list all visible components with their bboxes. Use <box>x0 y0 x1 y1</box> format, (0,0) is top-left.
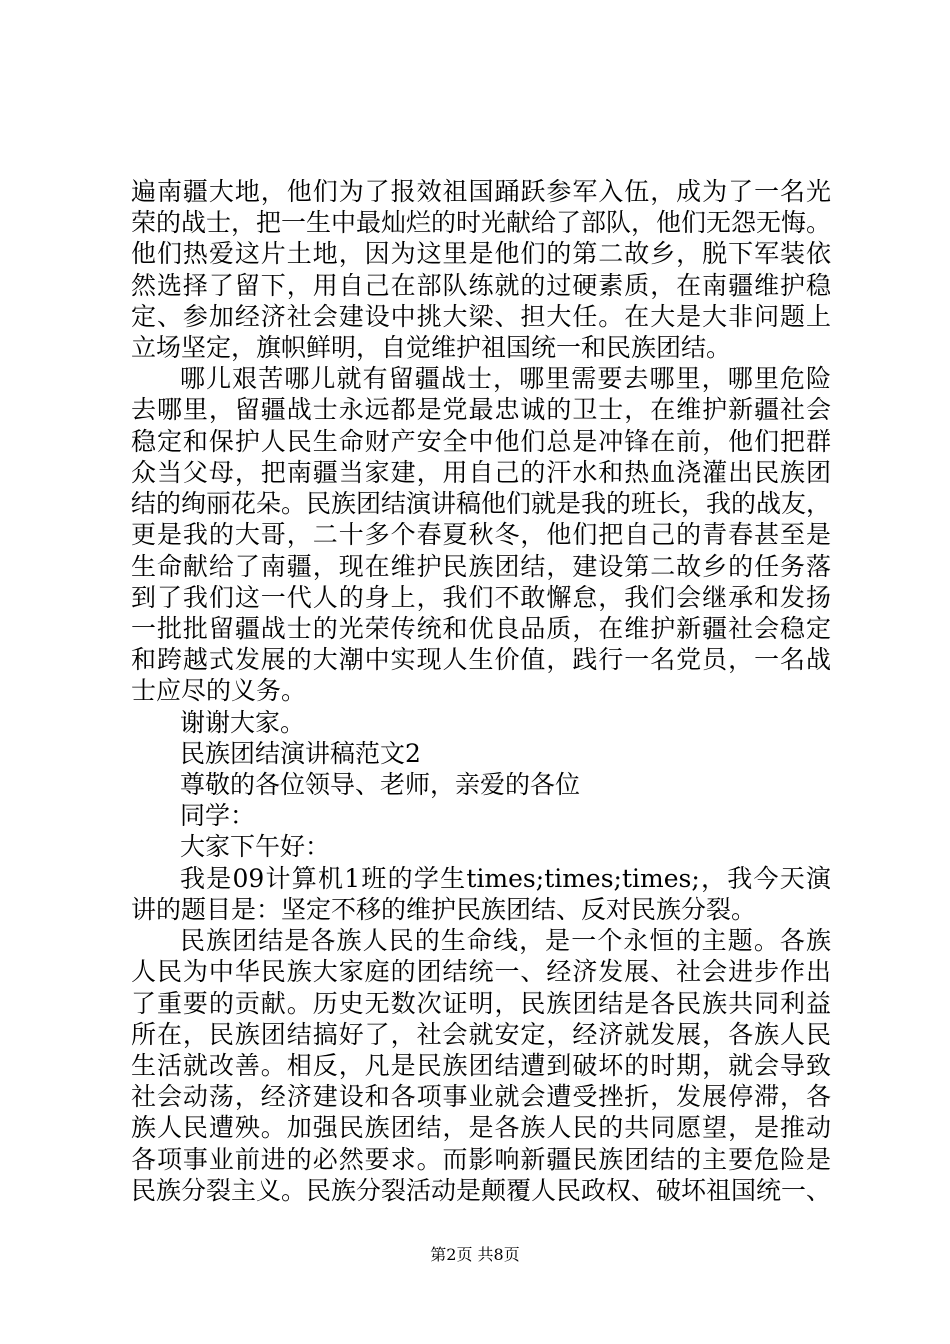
page-footer: 第2页 共8页 <box>430 1245 520 1264</box>
text-line: 哪儿艰苦哪儿就有留疆战士，哪里需要去哪里，哪里危险 <box>180 364 831 393</box>
text-line: 定、参加经济社会建设中挑大梁、担大任。在大是大非问题上 <box>131 302 831 331</box>
text-line: 了重要的贡献。历史无数次证明，民族团结是各民族共同利益 <box>131 989 831 1018</box>
text-line: 士应尽的义务。 <box>131 676 307 705</box>
text-line: 更是我的大哥，二十多个春夏秋冬，他们把自己的青春甚至是 <box>131 520 831 549</box>
text-line: 人民为中华民族大家庭的团结统一、经济发展、社会进步作出 <box>131 957 831 986</box>
text-line: 遍南疆大地，他们为了报效祖国踊跃参军入伍，成为了一名光 <box>131 177 831 206</box>
text-line: 去哪里，留疆战士永远都是党最忠诚的卫士，在维护新疆社会 <box>131 395 831 424</box>
text-line: 族人民遭殃。加强民族团结，是各族人民的共同愿望，是推动 <box>131 1113 831 1142</box>
text-line: 社会动荡，经济建设和各项事业就会遭受挫折，发展停滞，各 <box>131 1082 831 1111</box>
text-line: 同学： <box>180 801 256 830</box>
text-line: 我是09计算机1班的学生times;times;times;，我今天演 <box>180 864 831 893</box>
text-line: 和跨越式发展的大潮中实现人生价值，践行一名党员，一名战 <box>131 645 831 674</box>
text-line: 稳定和保护人民生命财产安全中他们总是冲锋在前，他们把群 <box>131 427 831 456</box>
text-line: 结的绚丽花朵。民族团结演讲稿他们就是我的班长，我的战友， <box>131 489 831 518</box>
text-line: 一批批留疆战士的光荣传统和优良品质，在维护新疆社会稳定 <box>131 614 831 643</box>
text-line: 民族分裂主义。民族分裂活动是颠覆人民政权、破坏祖国统一、 <box>131 1176 831 1205</box>
text-line: 荣的战士，把一生中最灿烂的时光献给了部队，他们无怨无悔。 <box>131 208 831 237</box>
section-heading: 民族团结演讲稿范文2 <box>180 739 421 768</box>
text-line: 到了我们这一代人的身上，我们不敢懈怠，我们会继承和发扬 <box>131 583 831 612</box>
text-line: 尊敬的各位领导、老师，亲爱的各位 <box>180 770 581 799</box>
text-line: 立场坚定，旗帜鲜明，自觉维护祖国统一和民族团结。 <box>131 333 732 362</box>
text-line: 然选择了留下，用自己在部队练就的过硬素质，在南疆维护稳 <box>131 271 831 300</box>
text-line: 大家下午好： <box>180 832 331 861</box>
text-line: 众当父母，把南疆当家建，用自己的汗水和热血浇灌出民族团 <box>131 458 831 487</box>
text-line: 生活就改善。相反，凡是民族团结遭到破坏的时期，就会导致 <box>131 1051 831 1080</box>
text-line: 所在，民族团结搞好了，社会就安定，经济就发展，各族人民 <box>131 1020 831 1049</box>
text-line: 他们热爱这片土地，因为这里是他们的第二故乡，脱下军装依 <box>131 239 831 268</box>
text-line: 生命献给了南疆，现在维护民族团结，建设第二故乡的任务落 <box>131 552 831 581</box>
text-line: 谢谢大家。 <box>180 708 306 737</box>
text-line: 民族团结是各族人民的生命线，是一个永恒的主题。各族 <box>180 926 831 955</box>
text-line: 各项事业前进的必然要求。而影响新疆民族团结的主要危险是 <box>131 1145 831 1174</box>
text-line: 讲的题目是：坚定不移的维护民族团结、反对民族分裂。 <box>131 895 757 924</box>
